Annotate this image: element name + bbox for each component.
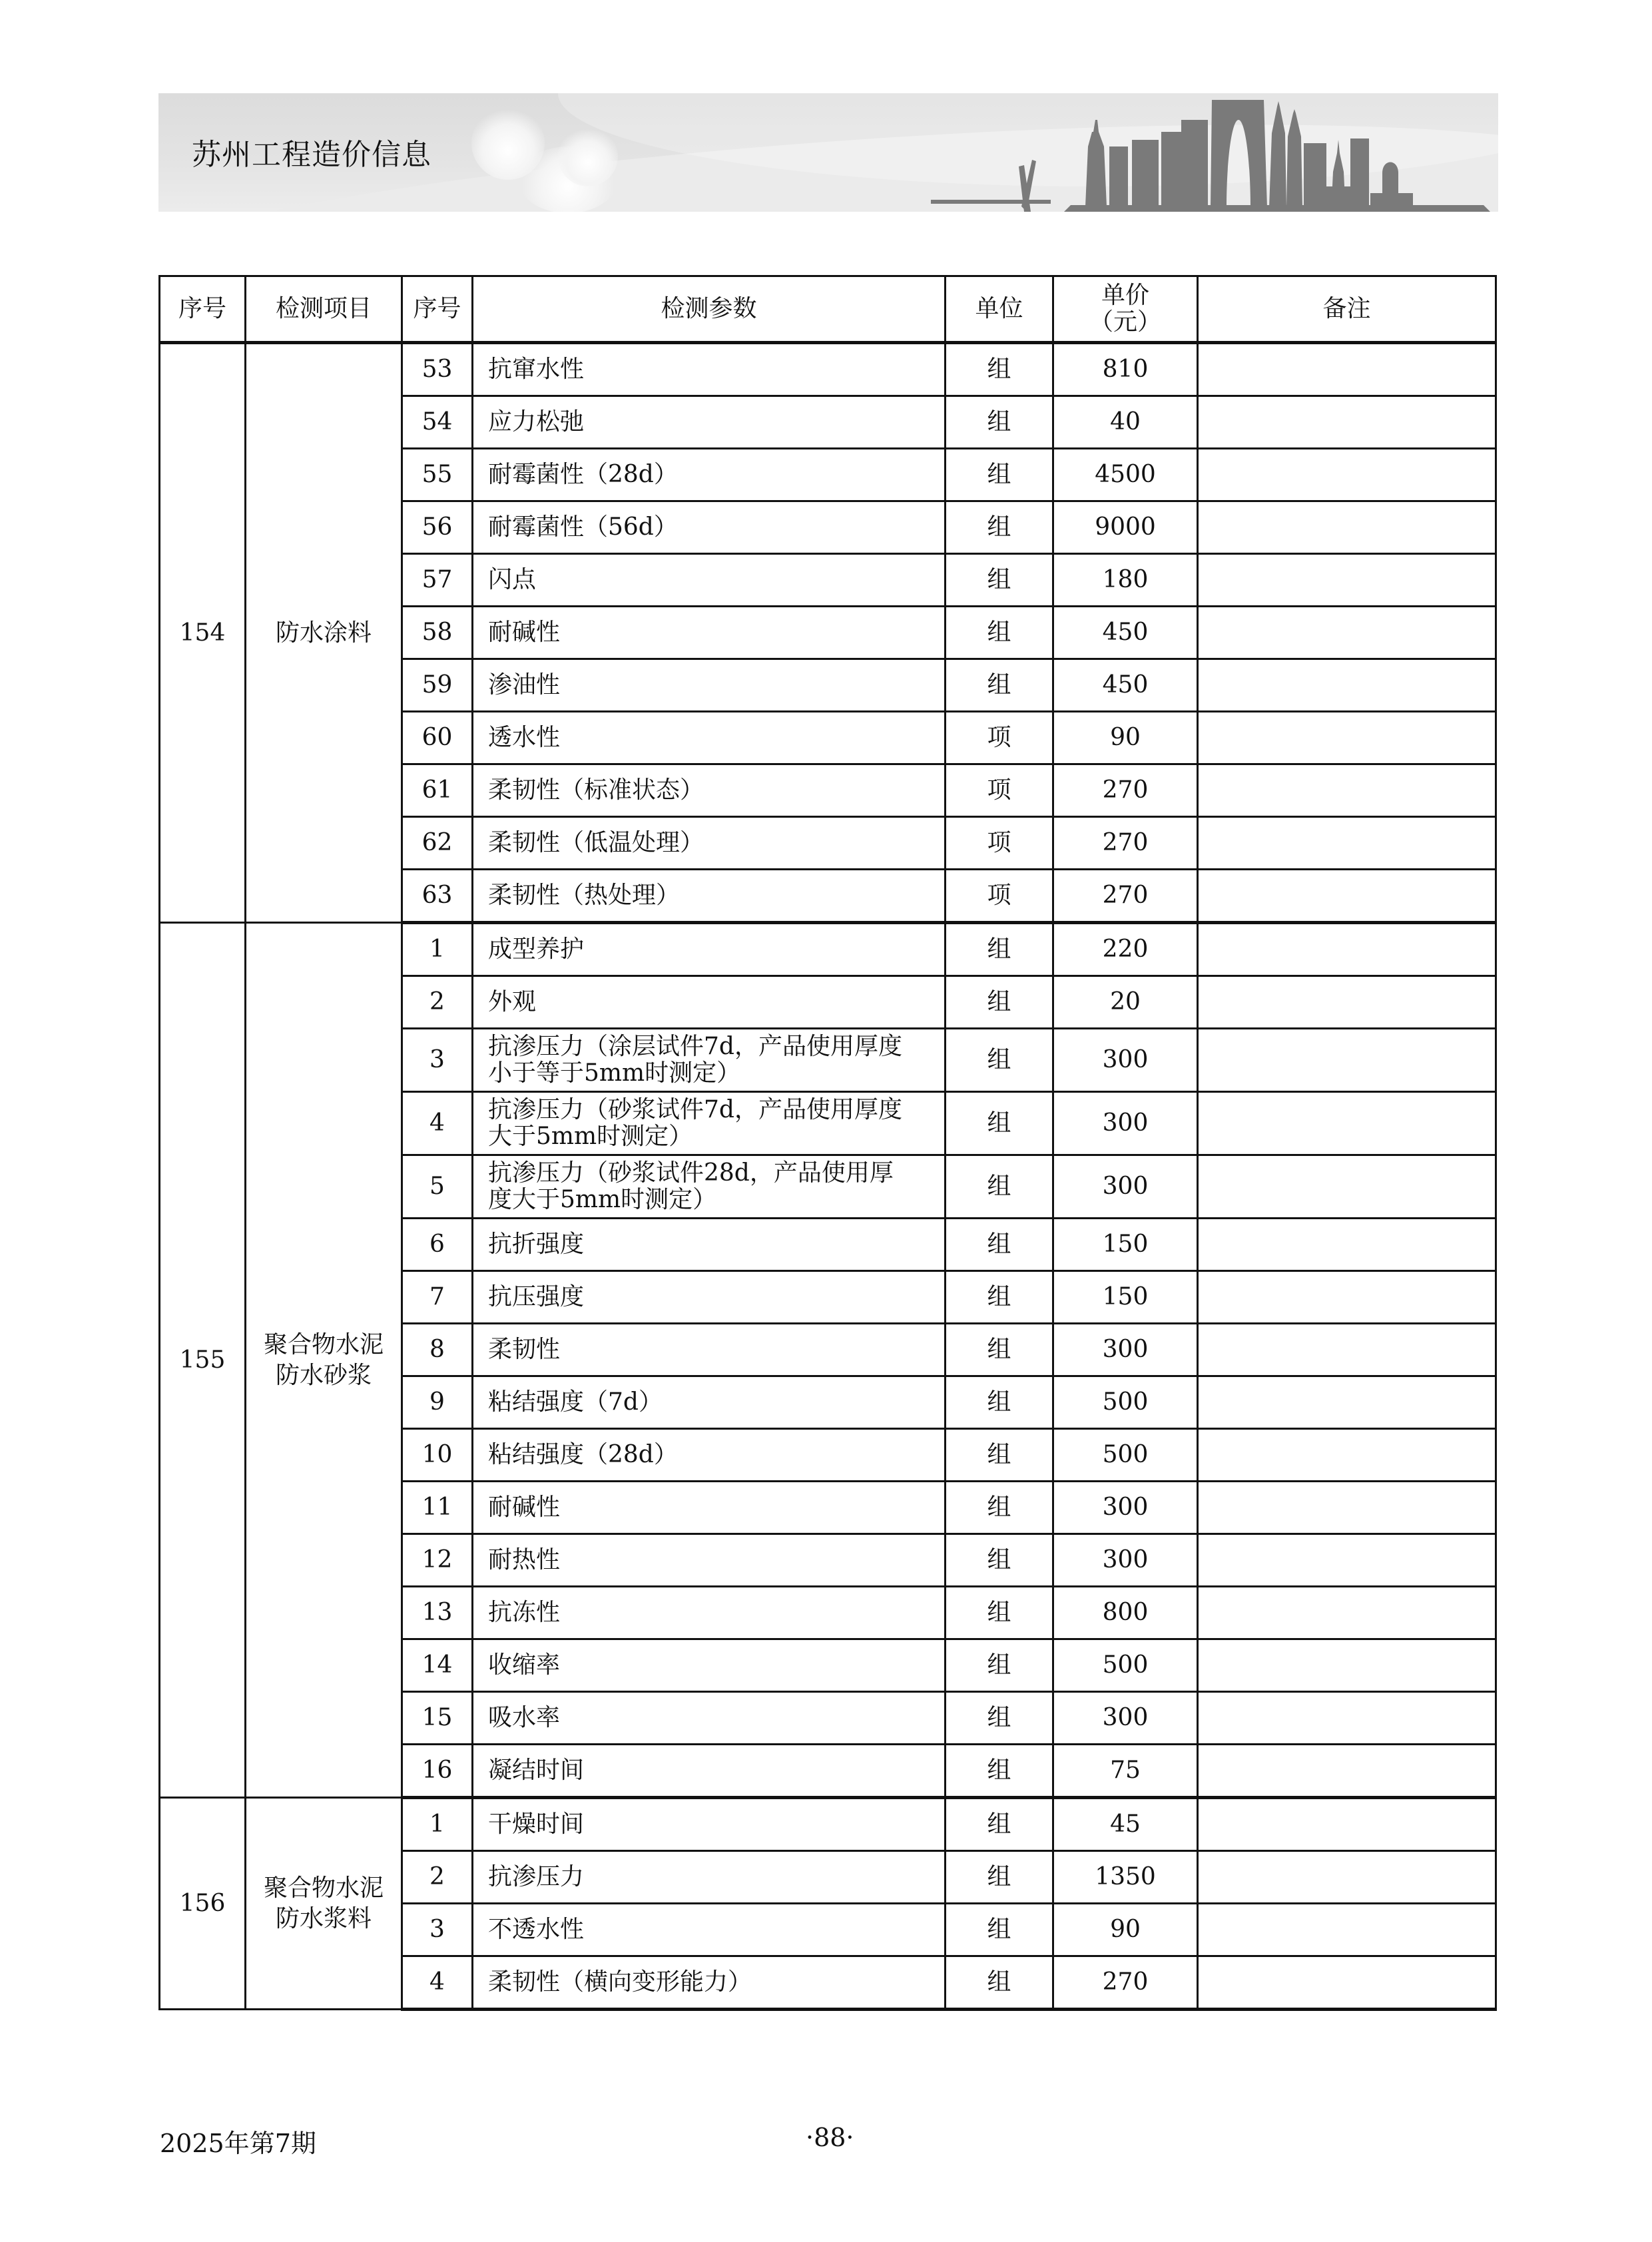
column-header-price-line1: 单价 [1101,282,1149,309]
row-note [1198,449,1496,501]
row-unit: 组 [946,449,1053,501]
group-no: 155 [160,923,246,1798]
row-unit: 组 [946,1639,1053,1692]
row-param: 耐霉菌性（28d） [473,449,946,501]
row-price: 300 [1053,1029,1198,1092]
row-unit: 组 [946,1155,1053,1219]
row-price: 9000 [1053,501,1198,554]
row-no: 58 [402,607,473,659]
row-price: 20 [1053,976,1198,1029]
row-note [1198,1639,1496,1692]
row-param-line1: 抗渗压力（涂层试件7d，产品使用厚度 [488,1033,902,1060]
row-unit: 组 [946,1029,1053,1092]
row-price: 500 [1053,1376,1198,1429]
row-no: 3 [402,1029,473,1092]
row-unit: 组 [946,554,1053,607]
row-note [1198,764,1496,817]
row-price: 150 [1053,1219,1198,1271]
row-note [1198,1219,1496,1271]
group-no: 156 [160,1798,246,2010]
row-price: 75 [1053,1745,1198,1798]
row-no: 2 [402,976,473,1029]
row-note [1198,870,1496,923]
group-item-line2: 防水砂浆 [275,1361,372,1389]
row-unit: 项 [946,870,1053,923]
row-unit: 组 [946,1745,1053,1798]
row-param: 吸水率 [473,1692,946,1745]
row-unit: 组 [946,1798,1053,1851]
row-price: 4500 [1053,449,1198,501]
group-item [246,1798,402,2010]
header-banner [158,93,1498,212]
row-note [1198,923,1496,976]
row-unit: 组 [946,501,1053,554]
row-price: 300 [1053,1692,1198,1745]
row-param: 柔韧性（标准状态） [473,764,946,817]
row-note [1198,1155,1496,1219]
row-price: 810 [1053,343,1198,396]
row-note [1198,1798,1496,1851]
city-skyline-icon [158,93,1498,212]
row-note [1198,712,1496,764]
row-no: 1 [402,1798,473,1851]
row-note [1198,607,1496,659]
publication-title: 苏州工程造价信息 [192,138,431,172]
row-param [473,1029,946,1092]
row-param: 耐碱性 [473,607,946,659]
column-header-sub-no: 序号 [402,276,473,343]
row-note [1198,1029,1496,1092]
row-note [1198,1429,1496,1482]
row-price: 180 [1053,554,1198,607]
row-no: 57 [402,554,473,607]
row-param: 抗渗压力 [473,1851,946,1904]
row-note [1198,501,1496,554]
row-no: 63 [402,870,473,923]
row-price: 450 [1053,607,1198,659]
group-no: 154 [160,343,246,923]
row-param: 成型养护 [473,923,946,976]
row-no: 54 [402,396,473,449]
row-note [1198,1376,1496,1429]
price-table [158,275,1497,2011]
row-param: 抗窜水性 [473,343,946,396]
row-price: 45 [1053,1798,1198,1851]
page-number: ·88· [806,2123,854,2152]
row-no: 53 [402,343,473,396]
row-unit: 项 [946,712,1053,764]
row-no: 5 [402,1155,473,1219]
row-param: 透水性 [473,712,946,764]
row-param: 干燥时间 [473,1798,946,1851]
row-price: 270 [1053,1956,1198,2010]
row-param: 耐热性 [473,1534,946,1587]
row-no: 4 [402,1956,473,2010]
row-param: 外观 [473,976,946,1029]
row-note [1198,343,1496,396]
row-unit: 组 [946,923,1053,976]
row-note [1198,1482,1496,1534]
row-unit: 组 [946,1587,1053,1639]
row-no: 62 [402,817,473,870]
row-price: 300 [1053,1534,1198,1587]
group-item: 防水涂料 [246,343,402,923]
row-param [473,1092,946,1155]
row-param: 渗油性 [473,659,946,712]
row-price: 90 [1053,1904,1198,1956]
table-row [160,343,1496,396]
row-no: 61 [402,764,473,817]
row-param: 收缩率 [473,1639,946,1692]
column-header-price-line2: （元） [1089,308,1161,336]
row-unit: 组 [946,1324,1053,1376]
group-item-line1: 聚合物水泥 [263,1874,384,1902]
row-param: 应力松弛 [473,396,946,449]
row-unit: 组 [946,1271,1053,1324]
table-row [160,1798,1496,1851]
row-note [1198,1271,1496,1324]
row-price: 270 [1053,870,1198,923]
column-header-param: 检测参数 [473,276,946,343]
row-param: 柔韧性（低温处理） [473,817,946,870]
row-no: 16 [402,1745,473,1798]
row-note [1198,817,1496,870]
group-item-line2: 防水浆料 [275,1904,372,1932]
row-param: 抗压强度 [473,1271,946,1324]
row-price: 500 [1053,1429,1198,1482]
row-no: 9 [402,1376,473,1429]
row-no: 56 [402,501,473,554]
row-no: 1 [402,923,473,976]
row-note [1198,659,1496,712]
row-param: 粘结强度（7d） [473,1376,946,1429]
row-note [1198,396,1496,449]
row-param: 抗冻性 [473,1587,946,1639]
row-no: 2 [402,1851,473,1904]
row-param [473,1155,946,1219]
row-unit: 组 [946,976,1053,1029]
row-unit: 组 [946,1219,1053,1271]
row-price: 150 [1053,1271,1198,1324]
row-price: 270 [1053,764,1198,817]
row-param-line2: 小于等于5mm时测定） [488,1059,741,1087]
row-param: 柔韧性（热处理） [473,870,946,923]
row-unit: 组 [946,1429,1053,1482]
row-unit: 组 [946,1851,1053,1904]
row-price: 300 [1053,1324,1198,1376]
row-price: 300 [1053,1482,1198,1534]
row-unit: 项 [946,764,1053,817]
column-header-item: 检测项目 [246,276,402,343]
row-param: 闪点 [473,554,946,607]
row-price: 90 [1053,712,1198,764]
table-row [160,923,1496,976]
row-price: 220 [1053,923,1198,976]
column-header-unit: 单位 [946,276,1053,343]
row-param: 抗折强度 [473,1219,946,1271]
row-note [1198,1904,1496,1956]
row-param: 凝结时间 [473,1745,946,1798]
row-no: 12 [402,1534,473,1587]
row-no: 55 [402,449,473,501]
row-no: 8 [402,1324,473,1376]
row-param: 耐碱性 [473,1482,946,1534]
row-unit: 组 [946,1482,1053,1534]
column-header-price [1053,276,1198,343]
table-body [160,343,1496,2010]
row-no: 4 [402,1092,473,1155]
row-note [1198,1324,1496,1376]
row-note [1198,1851,1496,1904]
row-price: 500 [1053,1639,1198,1692]
row-no: 59 [402,659,473,712]
row-unit: 组 [946,659,1053,712]
row-param: 不透水性 [473,1904,946,1956]
table-header-row [160,276,1496,343]
row-price: 300 [1053,1155,1198,1219]
row-no: 10 [402,1429,473,1482]
row-unit: 组 [946,1904,1053,1956]
row-param: 粘结强度（28d） [473,1429,946,1482]
row-no: 15 [402,1692,473,1745]
group-item [246,923,402,1798]
row-price: 40 [1053,396,1198,449]
row-unit: 组 [946,396,1053,449]
row-no: 7 [402,1271,473,1324]
row-unit: 组 [946,1534,1053,1587]
row-note [1198,1956,1496,2010]
row-price: 300 [1053,1092,1198,1155]
row-price: 270 [1053,817,1198,870]
row-param: 柔韧性（横向变形能力） [473,1956,946,2010]
row-unit: 组 [946,1092,1053,1155]
column-header-note: 备注 [1198,276,1496,343]
row-note [1198,1745,1496,1798]
group-item-line1: 聚合物水泥 [263,1330,384,1358]
row-unit: 组 [946,1956,1053,2010]
row-unit: 项 [946,817,1053,870]
row-price: 800 [1053,1587,1198,1639]
row-note [1198,1092,1496,1155]
row-param: 耐霉菌性（56d） [473,501,946,554]
row-no: 13 [402,1587,473,1639]
row-no: 14 [402,1639,473,1692]
row-unit: 组 [946,1692,1053,1745]
row-no: 11 [402,1482,473,1534]
row-param-line2: 度大于5mm时测定） [488,1186,717,1213]
row-unit: 组 [946,343,1053,396]
row-price: 1350 [1053,1851,1198,1904]
row-note [1198,1692,1496,1745]
row-param: 柔韧性 [473,1324,946,1376]
row-unit: 组 [946,1376,1053,1429]
row-note [1198,976,1496,1029]
row-param-line2: 大于5mm时测定） [488,1123,693,1150]
row-price: 450 [1053,659,1198,712]
row-note [1198,1587,1496,1639]
row-note [1198,1534,1496,1587]
row-param-line1: 抗渗压力（砂浆试件7d，产品使用厚度 [488,1096,902,1123]
row-param-line1: 抗渗压力（砂浆试件28d，产品使用厚 [488,1159,894,1187]
row-no: 60 [402,712,473,764]
row-unit: 组 [946,607,1053,659]
column-header-no: 序号 [160,276,246,343]
row-no: 6 [402,1219,473,1271]
row-note [1198,554,1496,607]
issue-label: 2025年第7期 [160,2129,316,2158]
row-no: 3 [402,1904,473,1956]
